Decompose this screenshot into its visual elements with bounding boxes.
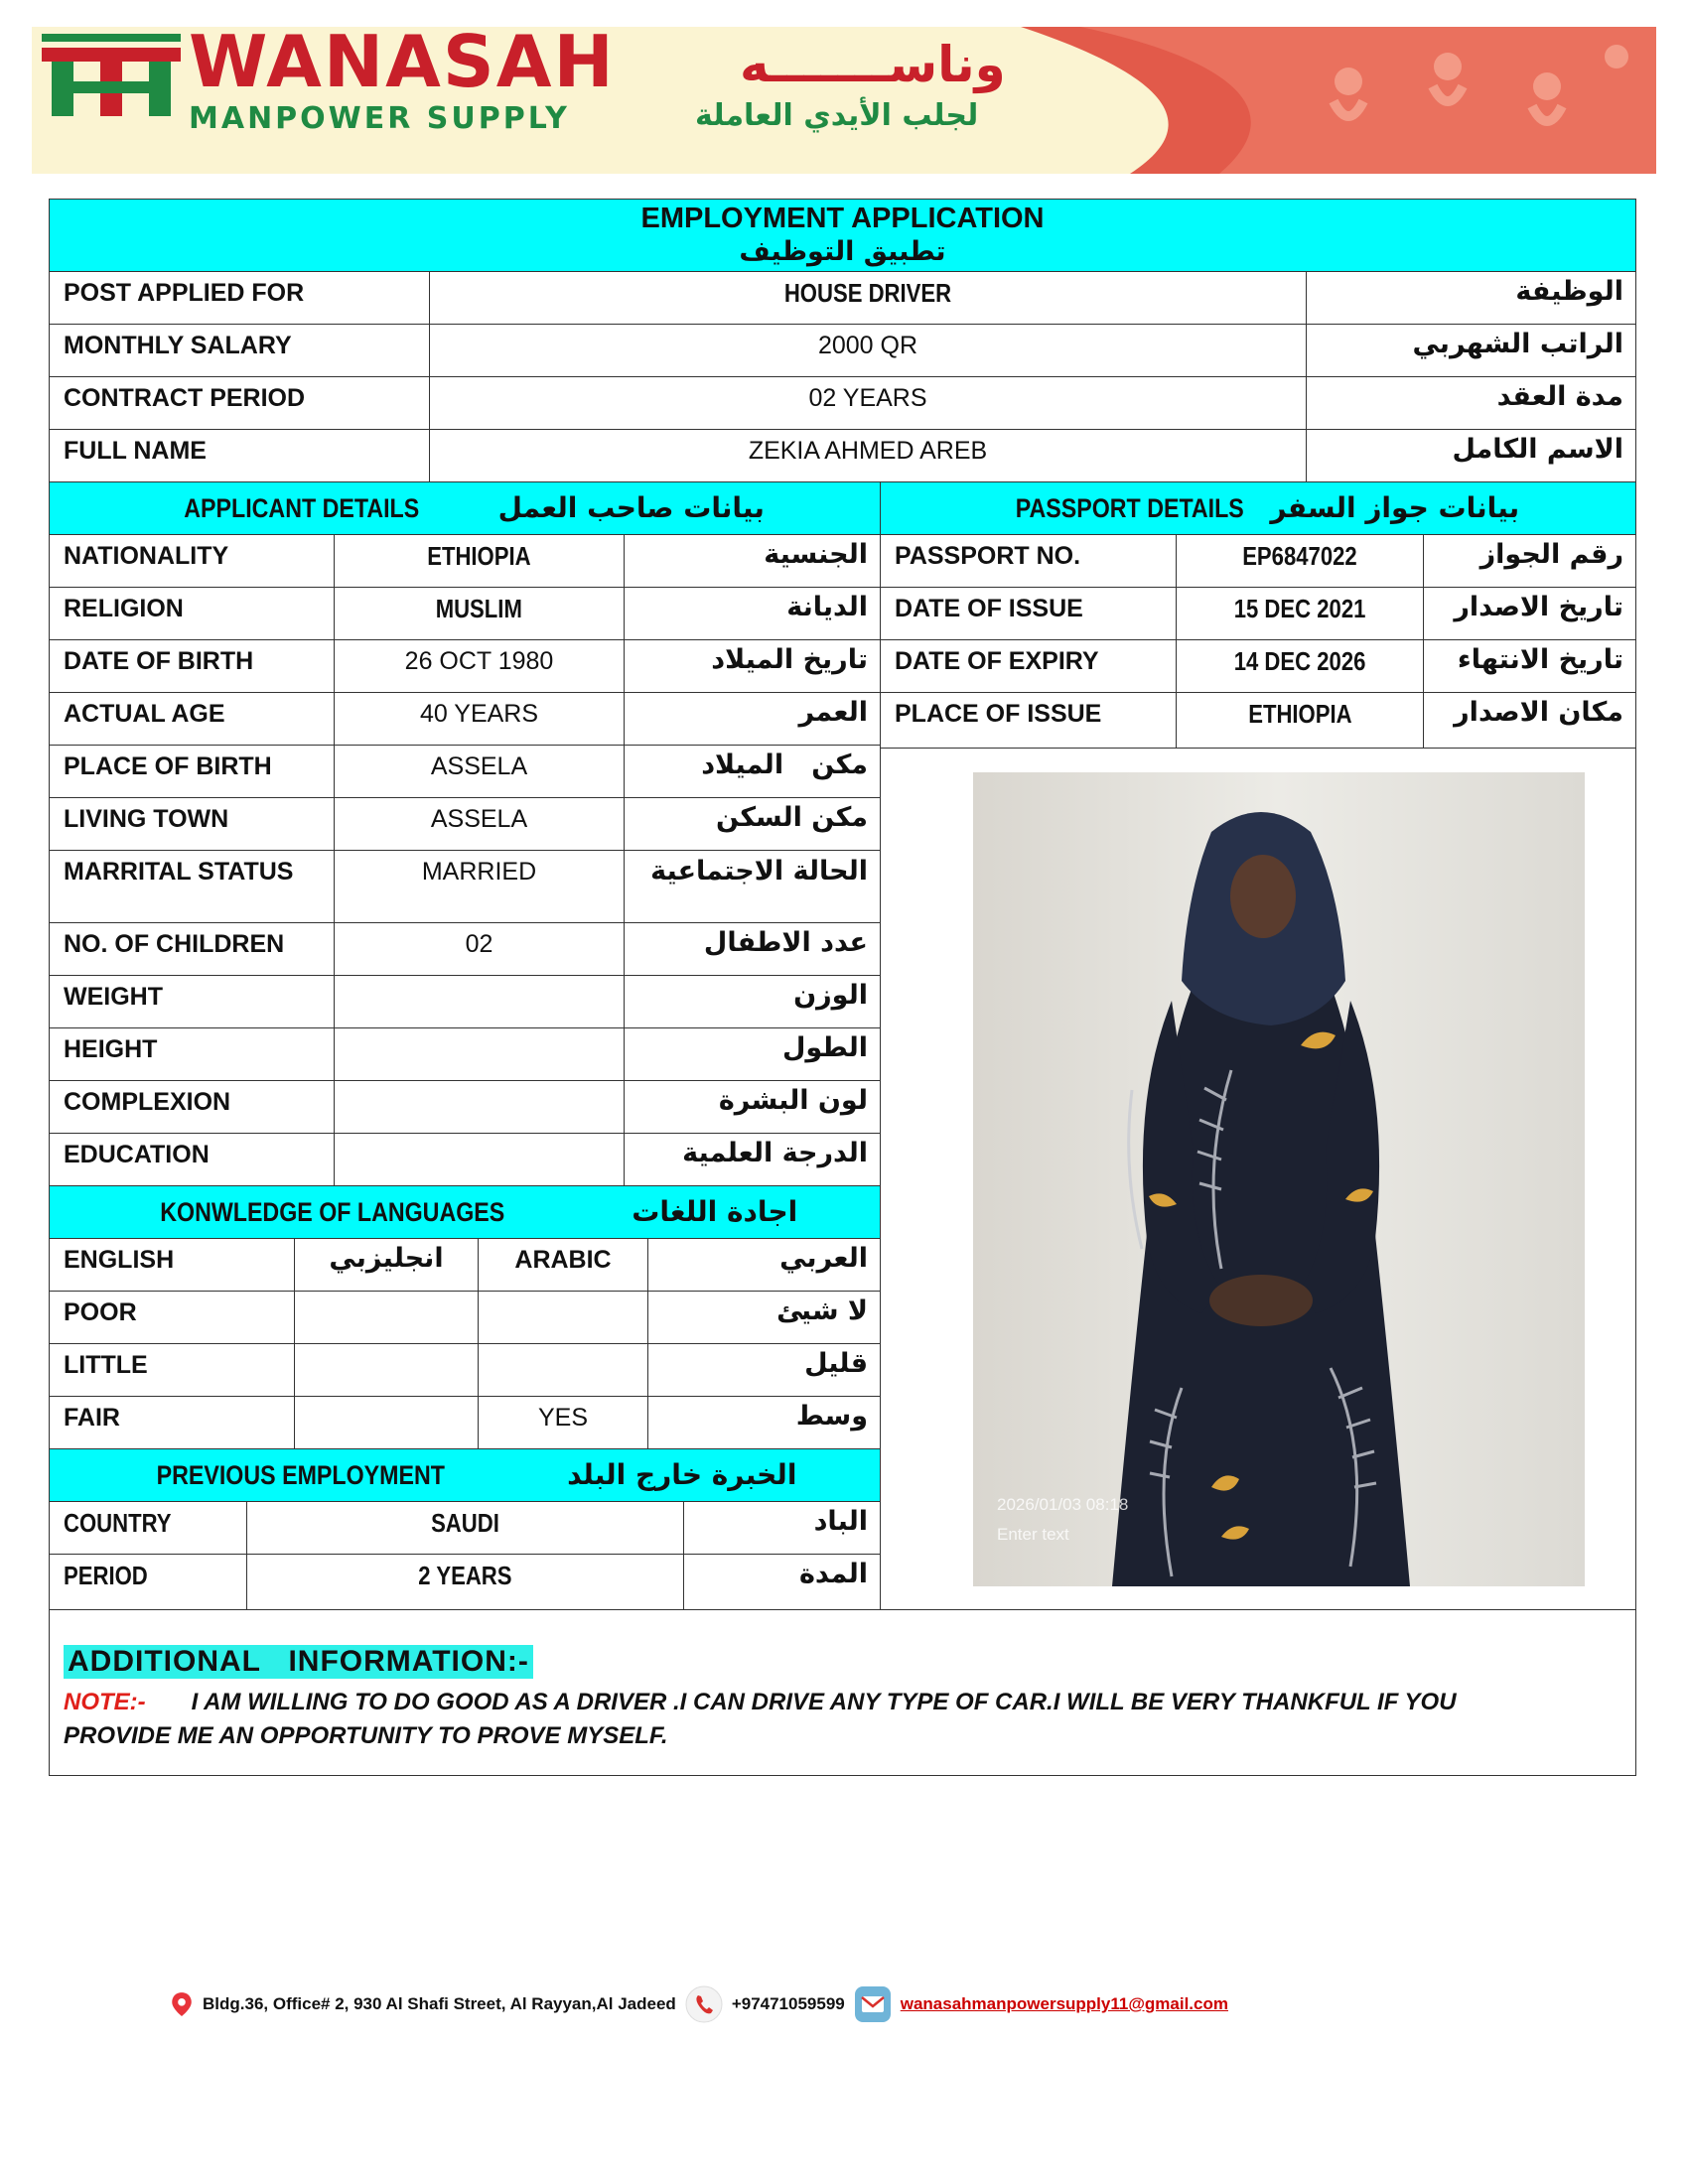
- date-of-expiry-value: 14 DEC 2026: [1176, 639, 1424, 693]
- date-of-birth-label-arabic: تاريخ الميلاد: [624, 639, 881, 693]
- contract-period-label: CONTRACT PERIOD: [49, 376, 430, 430]
- company-logo-icon: [42, 30, 181, 119]
- actual-age-label: ACTUAL AGE: [49, 692, 335, 746]
- applicant-photo: [973, 772, 1585, 1586]
- children-label: NO. OF CHILDREN: [49, 922, 335, 976]
- nationality-label-arabic: الجنسية: [624, 534, 881, 588]
- education-value: [334, 1133, 625, 1186]
- english-col-label-arabic: انجليزبي: [294, 1238, 479, 1292]
- contract-period-label-arabic: مدة العقد: [1306, 376, 1636, 430]
- applicant-details-title: APPLICANT DETAILS: [184, 492, 420, 523]
- english-little-value: [294, 1343, 479, 1397]
- form-title: EMPLOYMENT APPLICATION: [640, 203, 1045, 234]
- languages-title-arabic: اجادة اللغات: [632, 1195, 798, 1229]
- applicant-details-header: [49, 481, 881, 535]
- brand-name: WANASAH: [189, 20, 616, 103]
- place-of-issue-value: ETHIOPIA: [1176, 692, 1424, 749]
- applicant-details-title-arabic: بيانات صاحب العمل: [497, 491, 765, 525]
- weight-label-arabic: الوزن: [624, 975, 881, 1028]
- marital-status-value: MARRIED: [334, 850, 625, 923]
- language-level-little-arabic: قليل: [647, 1343, 881, 1397]
- footer-address: Bldg.36, Office# 2, 930 Al Shafi Street, Al Rayyan,Al Jadeed: [203, 1994, 676, 2013]
- passport-no-value: EP6847022: [1176, 534, 1424, 588]
- arabic-fair-value: YES: [478, 1396, 648, 1449]
- nationality-label: NATIONALITY: [49, 534, 335, 588]
- country-label: COUNTRY: [49, 1501, 247, 1555]
- living-town-value: ASSELA: [334, 797, 625, 851]
- brand-subtitle: MANPOWER SUPPLY: [189, 101, 570, 136]
- date-of-issue-value: 15 DEC 2021: [1176, 587, 1424, 640]
- height-label: HEIGHT: [49, 1027, 335, 1081]
- languages-header: [49, 1185, 881, 1239]
- monthly-salary-label-arabic: الراتب الشهربي: [1306, 324, 1636, 377]
- post-applied-value: HOUSE DRIVER: [429, 271, 1307, 325]
- living-town-label-arabic: مكن السكن: [624, 797, 881, 851]
- form-title-arabic: تطبيق التوظيف: [739, 235, 946, 267]
- full-name-value: ZEKIA AHMED AREB: [429, 429, 1307, 482]
- period-label: PERIOD: [49, 1554, 247, 1610]
- full-name-label-arabic: الاسم الكامل: [1306, 429, 1636, 482]
- education-label: EDUCATION: [49, 1133, 335, 1186]
- actual-age-label-arabic: العمر: [624, 692, 881, 746]
- previous-employment-title: PREVIOUS EMPLOYMENT: [156, 1459, 445, 1490]
- children-value: 02: [334, 922, 625, 976]
- complexion-label-arabic: لون البشرة: [624, 1080, 881, 1134]
- education-label-arabic: الدرجة العلمية: [624, 1133, 881, 1186]
- previous-employment-title-arabic: الخبرة خارج البلد: [567, 1458, 797, 1492]
- date-of-birth-label: DATE OF BIRTH: [49, 639, 335, 693]
- nationality-value: ETHIOPIA: [334, 534, 625, 588]
- marital-status-label: MARRITAL STATUS: [49, 850, 335, 923]
- living-town-label: LIVING TOWN: [49, 797, 335, 851]
- post-applied-label: POST APPLIED FOR: [49, 271, 430, 325]
- monthly-salary-label: MONTHLY SALARY: [49, 324, 430, 377]
- place-of-issue-label-arabic: مكان الاصدار: [1423, 692, 1636, 749]
- passport-no-label-arabic: رقم الجواز: [1423, 534, 1636, 588]
- arabic-little-value: [478, 1343, 648, 1397]
- language-level-poor: POOR: [49, 1291, 295, 1344]
- passport-details-header: [880, 481, 1636, 535]
- additional-information-title: ADDITIONAL INFORMATION:-: [64, 1645, 533, 1679]
- languages-title: KONWLEDGE OF LANGUAGES: [160, 1196, 505, 1227]
- photo-timestamp: 2026/01/03 08:18: [997, 1495, 1129, 1514]
- country-label-arabic: الباد: [683, 1501, 881, 1555]
- language-level-fair: FAIR: [49, 1396, 295, 1449]
- weight-label: WEIGHT: [49, 975, 335, 1028]
- email-icon: [853, 1984, 893, 2024]
- photo-caption: Enter text: [997, 1525, 1069, 1544]
- actual-age-value: 40 YEARS: [334, 692, 625, 746]
- footer-phone[interactable]: +97471059599: [731, 1994, 845, 2013]
- complexion-value: [334, 1080, 625, 1134]
- height-value: [334, 1027, 625, 1081]
- note-label: NOTE:-: [64, 1689, 146, 1715]
- banner-background-graphic: [1021, 27, 1656, 174]
- marital-status-label-arabic: الحالة الاجتماعية: [624, 850, 881, 923]
- religion-label: RELIGION: [49, 587, 335, 640]
- date-of-expiry-label-arabic: تاريخ الانتهاء: [1423, 639, 1636, 693]
- note-block: [64, 1686, 1553, 1753]
- arabic-col-label: ARABIC: [478, 1238, 648, 1292]
- date-of-expiry-label: DATE OF EXPIRY: [880, 639, 1177, 693]
- language-level-poor-arabic: لا شيئ: [647, 1291, 881, 1344]
- children-label-arabic: عدد الاطفال: [624, 922, 881, 976]
- religion-value: MUSLIM: [334, 587, 625, 640]
- religion-label-arabic: الديانة: [624, 587, 881, 640]
- place-of-birth-value: ASSELA: [334, 745, 625, 798]
- post-applied-label-arabic: الوظيفة: [1306, 271, 1636, 325]
- date-of-birth-value: 26 OCT 1980: [334, 639, 625, 693]
- language-level-little: LITTLE: [49, 1343, 295, 1397]
- form-title-block: [49, 199, 1636, 272]
- complexion-label: COMPLEXION: [49, 1080, 335, 1134]
- footer-email[interactable]: wanasahmanpowersupply11@gmail.com: [900, 1994, 1228, 2013]
- date-of-issue-label: DATE OF ISSUE: [880, 587, 1177, 640]
- place-of-issue-label: PLACE OF ISSUE: [880, 692, 1177, 749]
- note-text: I AM WILLING TO DO GOOD AS A DRIVER .I CAN DRIVE ANY TYPE OF CAR.I WILL BE VERY THANKFUL IF YOU PROVIDE ME AN OPPORTUNITY TO PROVE MYSELF.: [64, 1689, 1457, 1749]
- passport-details-title-arabic: بيانات جواز السفر: [1270, 491, 1520, 525]
- phone-icon: [684, 1984, 724, 2024]
- location-pin-icon: [169, 1987, 195, 2021]
- period-value: 2 YEARS: [246, 1554, 684, 1610]
- full-name-label: FULL NAME: [49, 429, 430, 482]
- footer-contact: [169, 1979, 1228, 2029]
- arabic-col-label-arabic: العربي: [647, 1238, 881, 1292]
- height-label-arabic: الطول: [624, 1027, 881, 1081]
- date-of-issue-label-arabic: تاريخ الاصدار: [1423, 587, 1636, 640]
- period-label-arabic: المدة: [683, 1554, 881, 1610]
- arabic-poor-value: [478, 1291, 648, 1344]
- place-of-birth-label-arabic: مكن الميلاد: [624, 745, 881, 798]
- place-of-birth-label: PLACE OF BIRTH: [49, 745, 335, 798]
- previous-employment-header: [49, 1448, 881, 1502]
- english-poor-value: [294, 1291, 479, 1344]
- brand-name-arabic: وناســـــــه: [740, 36, 1006, 93]
- country-value: SAUDI: [246, 1501, 684, 1555]
- passport-no-label: PASSPORT NO.: [880, 534, 1177, 588]
- monthly-salary-value: 2000 QR: [429, 324, 1307, 377]
- contract-period-value: 02 YEARS: [429, 376, 1307, 430]
- english-col-label: ENGLISH: [49, 1238, 295, 1292]
- brand-subtitle-arabic: لجلب الأيدي العاملة: [695, 98, 979, 133]
- passport-details-title: PASSPORT DETAILS: [1015, 492, 1244, 523]
- weight-value: [334, 975, 625, 1028]
- english-fair-value: [294, 1396, 479, 1449]
- language-level-fair-arabic: وسط: [647, 1396, 881, 1449]
